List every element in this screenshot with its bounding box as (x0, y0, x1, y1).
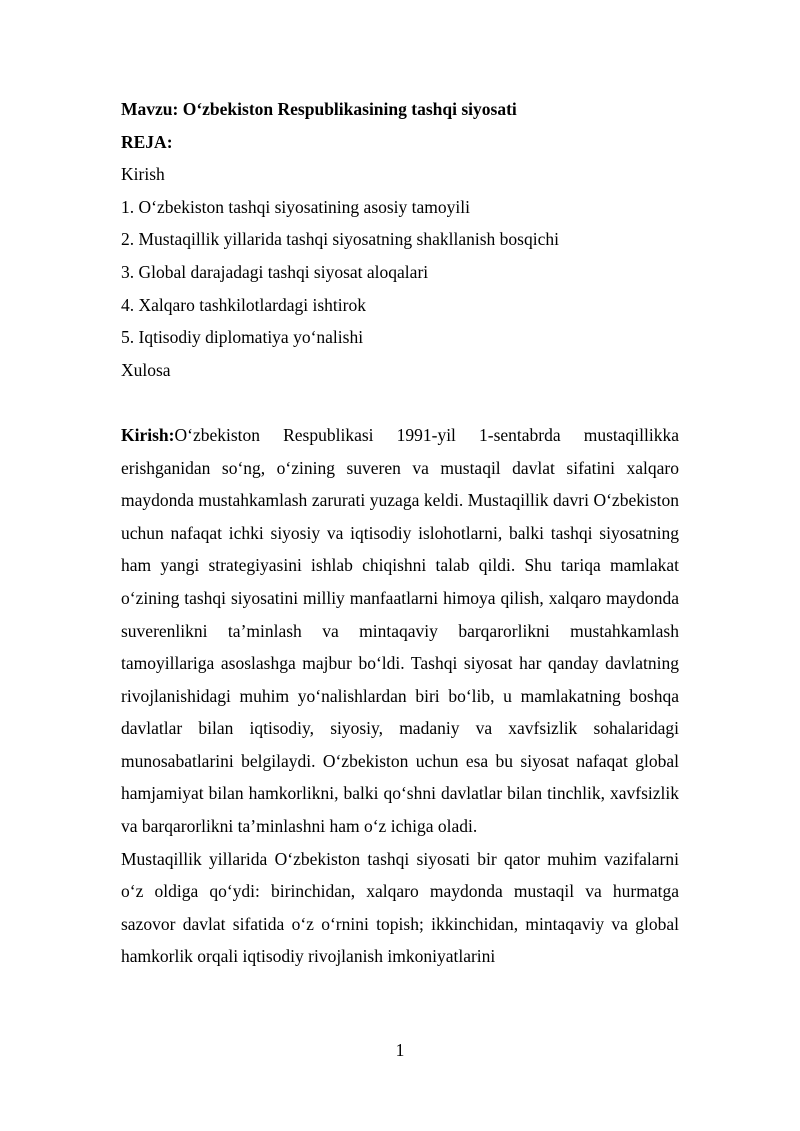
plan-item-intro: Kirish (121, 164, 165, 185)
intro-label: Kirish: (121, 424, 175, 445)
body-paragraph-2: Mustaqillik yillarida O‘zbekiston tashqi siyosati bir qator muhim vazifalarni o‘z oldiga qo‘ydi: birinchidan, xalqaro maydonda mustaqil va hurmatga sazovor davlat sifatida o‘z o‘rnini topish; ikkinchidan, mintaqaviy va global hamkorlik orqali iqtisodiy rivojlanish imkoniyatlarini (121, 848, 679, 967)
section-gap (121, 386, 679, 419)
document-body (121, 93, 679, 973)
intro-paragraph (121, 419, 679, 843)
intro-text: O‘zbekiston Respublikasi 1991-yil 1-sentabrda mustaqillikka erishganidan so‘ng, o‘zining suveren va mustaqil davlat sifatini xalqaro maydonda mustahkamlash zarurati yuzaga keldi. Mustaqillik davri O‘zbekiston uchun nafaqat ichki siyosiy va iqtisodiy islohotlarni, balki tashqi siyosatning ham yangi strategiyasini ishlab chiqishni talab qildi. Shu tariqa mamlakat o‘zining tashqi siyosatini milliy manfaatlarni himoya qilish, xalqaro maydonda suverenlikni ta’minlash va mintaqaviy barqarorlikni mustahkamlash tamoyillariga asoslashga majbur bo‘ldi. Tashqi siyosat har qanday davlatning rivojlanishidagi muhim yo‘nalishlardan biri bo‘lib, u mamlakatning boshqa davlatlar bilan iqtisodiy, siyosiy, madaniy va xavfsizlik sohalaridagi munosabatlarini belgilaydi. O‘zbekiston uchun esa bu siyosat nafaqat global hamjamiyat bilan hamkorlikni, balki qo‘shni davlatlar bilan tinchlik, xavfsizlik va barqarorlikni ta’minlashni ham o‘z ichiga oladi. (121, 424, 679, 837)
plan-item-conclusion: Xulosa (121, 359, 171, 380)
plan-item-4: 4. Xalqaro tashkilotlardagi ishtirok (121, 294, 366, 315)
plan-item-5: 5. Iqtisodiy diplomatiya yo‘nalishi (121, 327, 364, 348)
plan-heading: REJA: (121, 131, 173, 152)
plan-item-3: 3. Global darajadagi tashqi siyosat aloqalari (121, 261, 429, 282)
plan-item-2: 2. Mustaqillik yillarida tashqi siyosatning shakllanish bosqichi (121, 229, 559, 250)
plan-list (121, 158, 679, 386)
document-topic: Mavzu: O‘zbekiston Respublikasining tashqi siyosati (121, 99, 517, 119)
page-number: 1 (395, 1040, 405, 1060)
plan-item-1: 1. O‘zbekiston tashqi siyosatining asosiy tamoyili (121, 196, 471, 217)
